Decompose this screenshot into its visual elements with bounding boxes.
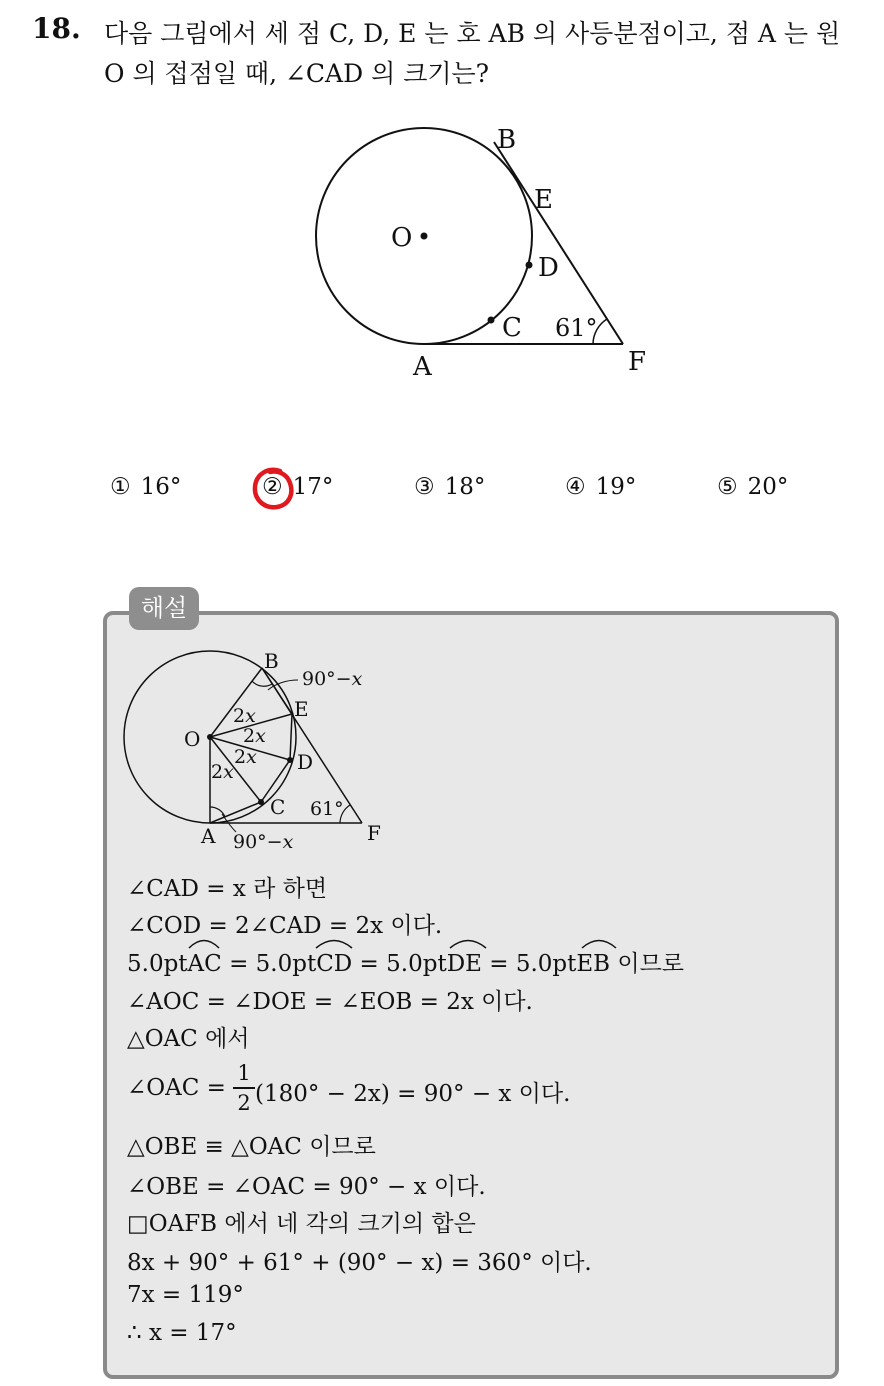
solution-line-6-post: (180° − 2x) = 90° − x 이다. (255, 1081, 571, 1107)
sol-angle-b-var: x (351, 668, 363, 690)
sol-label-a: A (201, 824, 216, 848)
sol-central-angle-label-2: 2x (243, 725, 266, 747)
choice-5-value: 20° (747, 474, 789, 500)
label-a: A (413, 352, 432, 382)
arc-de: DE (446, 951, 482, 977)
choice-1-number: ① (110, 474, 131, 500)
label-d: D (538, 253, 559, 283)
sol-central-angle-label-4: 2x (211, 761, 234, 783)
solution-line-1: ∠CAD = x 라 하면 (127, 876, 328, 902)
sol-central-angle-label-1: 2x (233, 705, 256, 727)
choice-4-number: ④ (565, 474, 586, 500)
sol-angle-a-var: x (282, 831, 294, 853)
sol-angle-a-text: 90°− (233, 831, 283, 853)
solution-line-11: 7x = 119° (127, 1282, 244, 1308)
fraction-denominator: 2 (237, 1091, 251, 1115)
solution-line-2: ∠COD = 2∠CAD = 2x 이다. (127, 913, 443, 939)
fraction-one-half (233, 1060, 255, 1116)
label-f: F (628, 347, 647, 377)
solution-line-12: ∴ x = 17° (127, 1320, 237, 1346)
solution-line-6-pre: ∠OAC = (127, 1075, 226, 1101)
solution-line-8: ∠OBE = ∠OAC = 90° − x 이다. (127, 1174, 486, 1200)
solution-line-5: △OAC 에서 (127, 1026, 250, 1052)
angle-f-label: 61° (555, 314, 598, 342)
question-text-line-2: O 의 접점일 때, ∠CAD 의 크기는? (104, 59, 490, 88)
sol-central-angle-label-3: 2x (234, 746, 257, 768)
solution-line-10: 8x + 90° + 61° + (90° − x) = 360° 이다. (127, 1250, 592, 1276)
sol-label-e: E (294, 697, 309, 721)
choice-3-number: ③ (414, 474, 435, 500)
fraction-bar (233, 1087, 255, 1089)
label-e: E (534, 185, 553, 215)
solution-tab: 해설 (129, 587, 199, 630)
sol-label-d: D (297, 750, 314, 774)
solution-line-3: 5.0ptAC = 5.0ptCD = 5.0ptDE = 5.0ptEB 이므로 (127, 951, 685, 977)
arc-eb: EB (576, 951, 611, 977)
sol-label-o: O (184, 727, 201, 751)
solution-line-7: △OBE ≡ △OAC 이므로 (127, 1134, 376, 1160)
question-text-line-1: 다음 그림에서 세 점 C, D, E 는 호 AB 의 사등분점이고, 점 A 는 원 (104, 19, 841, 48)
choice-2-number: ② (262, 474, 283, 500)
solution-line-9: □OAFB 에서 네 각의 크기의 합은 (127, 1211, 476, 1237)
solution-line-4: ∠AOC = ∠DOE = ∠EOB = 2x 이다. (127, 989, 533, 1015)
sol-label-b: B (264, 649, 279, 673)
sol-label-f: F (367, 821, 381, 845)
sol-angle-f-label: 61° (310, 798, 344, 820)
choice-3-value: 18° (444, 474, 486, 500)
choice-5-number: ⑤ (717, 474, 738, 500)
fraction-numerator: 1 (237, 1061, 251, 1085)
label-o: O (391, 223, 413, 253)
label-b: B (497, 125, 517, 155)
choice-1-value: 16° (140, 474, 182, 500)
sol-angle-b-text: 90°− (302, 668, 352, 690)
choice-2-value: 17° (292, 474, 334, 500)
arc-cd: CD (316, 951, 353, 977)
arc-ac: AC (187, 951, 222, 977)
choice-4-value: 19° (595, 474, 637, 500)
question-number: 18. (32, 12, 81, 45)
sol-label-c: C (270, 795, 286, 819)
label-c: C (502, 313, 522, 343)
